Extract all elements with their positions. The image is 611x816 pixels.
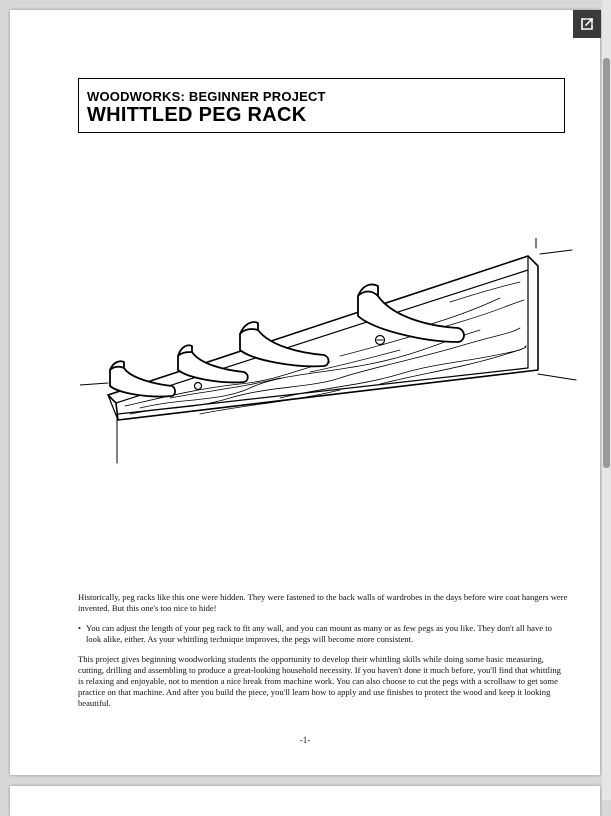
scrollbar[interactable] [602,0,611,800]
bullet-item [78,623,568,645]
open-external-button[interactable] [573,10,601,38]
scrollbar-thumb[interactable] [603,58,610,468]
page-number: -1- [299,735,311,745]
peg-rack-illustration [80,238,580,468]
document-page [10,10,600,775]
title-box [78,78,565,133]
open-external-icon [579,16,595,32]
next-page [10,786,600,816]
bullet-text: You can adjust the length of your peg rack to fit any wall, and you can mount as many or as few pegs as you like. They don't all have to look alike, either. As your whittling technique improves, the pegs will become more consistent. [86,623,552,644]
bullet-marker: • [78,623,82,633]
project-subtitle: WOODWORKS: BEGINNER PROJECT [87,89,326,104]
body-text [78,592,568,718]
intro-paragraph: Historically, peg racks like this one were hidden. They were fastened to the back walls of wardrobes in the days before wire coat hangers were invented. But this one's too nice to hide! [78,592,568,613]
page-title: WHITTLED PEG RACK [87,104,307,126]
project-paragraph: This project gives beginning woodworking students the opportunity to develop their whittling skills while doing some basic measuring, cutting, drilling and assembling to produce a great-looking household necessity. If you haven't done it much before, you'll find that whittling is relaxing and enjoyable, not to mention a nice break from machine work. You can also choose to cut the pegs with a scrollsaw to get some practice on that machine. And after you build the piece, you'll learn how to apply and use finishes to protect the wood and keep it looking beautiful. [78,654,561,708]
